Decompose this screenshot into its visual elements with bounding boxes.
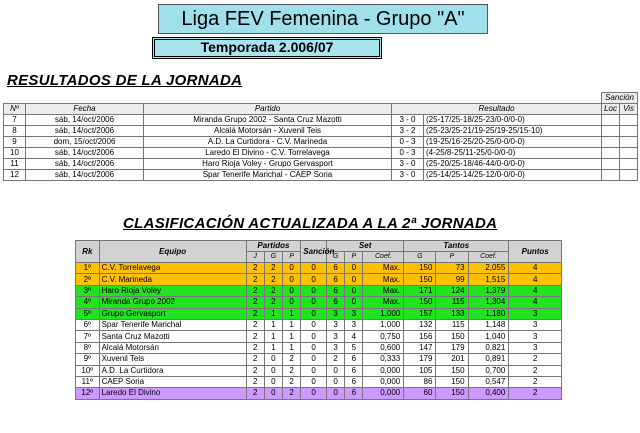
cell-j: 2 [246,297,264,308]
cell-pts: 4 [509,297,562,308]
table-row [76,365,562,376]
cell-sg: 0 [327,376,345,387]
cell-sg: 3 [327,319,345,330]
cell-rk: 7º [76,331,100,342]
cell-g: 0 [264,354,282,365]
cell-sp: 0 [345,297,363,308]
cell-tcoef: 1,515 [468,274,509,285]
cell-rk: 11º [76,376,100,387]
cell-team: Alcalá Motorsán [99,342,246,353]
cell-no: 10 [4,148,26,159]
cell-team: Santa Cruz Mazotti [99,331,246,342]
cell-p: 0 [283,297,301,308]
cell-sp: 6 [345,376,363,387]
cell-partido: A.D. La Curtidora - C.V. Marineda [144,137,392,148]
cell-p: 2 [283,388,301,399]
table-row [76,354,562,365]
league-title: Liga FEV Femenina - Grupo "A" [158,4,488,34]
table-row [76,331,562,342]
cell-g: 2 [264,274,282,285]
cell-j: 2 [246,342,264,353]
cell-j: 2 [246,354,264,365]
cell-sets: (25-23/25-21/19-25/19-25/15-10) [424,126,602,137]
cell-sp: 0 [345,274,363,285]
cell-sets: (25-20/25-18/46-44/0-0/0-0) [424,159,602,170]
cell-pts: 3 [509,319,562,330]
cell-tp: 133 [436,308,468,319]
col-tantos: Tantos [404,241,509,252]
cell-score: 0 - 3 [392,148,424,159]
cell-rk: 2º [76,274,100,285]
cell-coef: 0,000 [363,388,404,399]
cell-sg: 6 [327,263,345,274]
cell-san: 0 [301,274,327,285]
cell-j: 2 [246,308,264,319]
cell-rk: 6º [76,319,100,330]
cell-tcoef: 0,400 [468,388,509,399]
cell-tg: 150 [404,274,436,285]
cell-tg: 132 [404,319,436,330]
cell-j: 2 [246,388,264,399]
cell-tg: 171 [404,285,436,296]
cell-p: 1 [283,342,301,353]
cell-coef: 0,000 [363,365,404,376]
col-g: G [264,252,282,263]
cell-sancion [602,159,620,170]
cell-sg: 3 [327,308,345,319]
cell-tcoef: 1,304 [468,297,509,308]
cell-pts: 2 [509,365,562,376]
cell-fecha: sáb, 14/oct/2006 [26,159,144,170]
cell-team: Haro Rioja Voley [99,285,246,296]
table-row [4,115,638,126]
cell-tg: 86 [404,376,436,387]
cell-g: 1 [264,308,282,319]
cell-rk: 1º [76,263,100,274]
cell-sg: 0 [327,388,345,399]
cell-rk: 5º [76,308,100,319]
col-tantos-g: G [404,252,436,263]
cell-sp: 3 [345,319,363,330]
cell-rk: 10º [76,365,100,376]
cell-team: CAEP Soria [99,376,246,387]
cell-rk: 3º [76,285,100,296]
cell-sp: 0 [345,285,363,296]
cell-g: 2 [264,263,282,274]
cell-no: 11 [4,159,26,170]
cell-j: 2 [246,285,264,296]
cell-p: 2 [283,354,301,365]
cell-tp: 150 [436,388,468,399]
cell-g: 2 [264,285,282,296]
cell-fecha: dom, 15/oct/2006 [26,137,144,148]
cell-sg: 6 [327,285,345,296]
cell-sets: (19-25/16-25/20-25/0-0/0-0) [424,137,602,148]
cell-sancion [602,126,620,137]
cell-sp: 3 [345,308,363,319]
cell-team: C.V. Marineda [99,274,246,285]
cell-tp: 150 [436,331,468,342]
cell-j: 2 [246,376,264,387]
cell-partido: Spar Tenerife Marichal - CAEP Soria [144,170,392,181]
cell-g: 0 [264,376,282,387]
results-section-title: RESULTADOS DE LA JORNADA [7,72,243,89]
cell-tp: 124 [436,285,468,296]
cell-p: 1 [283,331,301,342]
cell-team: Xuvenil Teis [99,354,246,365]
cell-p: 0 [283,263,301,274]
cell-tp: 73 [436,263,468,274]
cell-no: 7 [4,115,26,126]
col-p: P [283,252,301,263]
cell-coef: Max. [363,285,404,296]
table-row [4,148,638,159]
cell-san: 0 [301,319,327,330]
cell-tp: 115 [436,319,468,330]
col-equipo: Equipo [99,241,246,263]
cell-sancion [602,137,620,148]
cell-g: 1 [264,342,282,353]
col-rk: Rk [76,241,100,263]
cell-sp: 5 [345,342,363,353]
table-row [76,388,562,399]
cell-tcoef: 0,547 [468,376,509,387]
col-partido: Partido [144,104,392,115]
col-set-p: P [345,252,363,263]
cell-sg: 6 [327,297,345,308]
cell-pts: 4 [509,274,562,285]
col-puntos: Puntos [509,241,562,263]
cell-coef: 1,000 [363,308,404,319]
cell-j: 2 [246,365,264,376]
cell-team: A.D. La Curtidora [99,365,246,376]
cell-san: 0 [301,354,327,365]
cell-sp: 6 [345,388,363,399]
cell-score: 0 - 3 [392,137,424,148]
cell-p: 0 [283,285,301,296]
col-partidos: Partidos [246,241,301,252]
cell-sancion [602,115,620,126]
cell-san: 0 [301,342,327,353]
cell-pts: 3 [509,331,562,342]
cell-san: 0 [301,308,327,319]
col-set-coef: Coef. [363,252,404,263]
cell-pts: 4 [509,285,562,296]
cell-san: 0 [301,388,327,399]
cell-sancion [620,159,638,170]
cell-fecha: sáb, 14/oct/2006 [26,115,144,126]
cell-sets: (4-25/8-25/11-25/0-0/0-0) [424,148,602,159]
cell-team: Grupo Gervasport [99,308,246,319]
cell-g: 0 [264,365,282,376]
table-row [76,342,562,353]
col-sancion: Sanción [602,93,638,104]
table-row [76,319,562,330]
cell-partido: Miranda Grupo 2002 - Santa Cruz Mazotti [144,115,392,126]
cell-pts: 4 [509,263,562,274]
cell-tcoef: 0,700 [468,365,509,376]
cell-g: 2 [264,297,282,308]
cell-coef: 0,750 [363,331,404,342]
cell-sg: 3 [327,342,345,353]
cell-no: 8 [4,126,26,137]
cell-sp: 6 [345,354,363,365]
cell-san: 0 [301,376,327,387]
cell-sg: 0 [327,365,345,376]
table-row [76,308,562,319]
cell-coef: 1,000 [363,319,404,330]
cell-score: 3 - 0 [392,115,424,126]
cell-sp: 6 [345,365,363,376]
cell-sancion [620,170,638,181]
cell-g: 0 [264,388,282,399]
cell-pts: 3 [509,342,562,353]
cell-tcoef: 1,040 [468,331,509,342]
cell-sancion [602,148,620,159]
table-row [76,285,562,296]
table-row [76,376,562,387]
cell-no: 12 [4,170,26,181]
cell-coef: 0,000 [363,376,404,387]
col-tantos-coef: Coef. [468,252,509,263]
cell-coef: Max. [363,274,404,285]
table-row [76,274,562,285]
cell-pts: 2 [509,388,562,399]
col-tantos-p: P [436,252,468,263]
cell-fecha: sáb, 14/oct/2006 [26,126,144,137]
cell-tcoef: 1,148 [468,319,509,330]
cell-j: 2 [246,319,264,330]
standings-table [75,240,562,400]
cell-tp: 115 [436,297,468,308]
cell-p: 0 [283,274,301,285]
cell-pts: 2 [509,376,562,387]
cell-j: 2 [246,263,264,274]
cell-pts: 3 [509,308,562,319]
col-set: Set [327,241,404,252]
col-sancion [301,241,335,263]
cell-team: Spar Tenerife Marichal [99,319,246,330]
cell-p: 1 [283,308,301,319]
cell-tp: 150 [436,365,468,376]
cell-sg: 2 [327,354,345,365]
col-sancion-label: Sanción [303,246,335,256]
table-row [4,137,638,148]
col-set-g: G [327,252,345,263]
cell-sancion [620,137,638,148]
cell-coef: Max. [363,297,404,308]
cell-tp: 201 [436,354,468,365]
cell-tg: 105 [404,365,436,376]
cell-fecha: sáb, 14/oct/2006 [26,148,144,159]
cell-sets: (25-17/25-18/25-23/0-0/0-0) [424,115,602,126]
cell-sancion [620,115,638,126]
cell-coef: Max. [363,263,404,274]
results-table [3,92,638,181]
cell-sancion [620,126,638,137]
cell-tg: 150 [404,297,436,308]
cell-coef: 0,600 [363,342,404,353]
cell-sancion [602,170,620,181]
cell-pts: 2 [509,354,562,365]
cell-no: 9 [4,137,26,148]
cell-tp: 150 [436,376,468,387]
cell-tg: 157 [404,308,436,319]
cell-tg: 147 [404,342,436,353]
cell-san: 0 [301,297,327,308]
cell-san: 0 [301,285,327,296]
cell-san: 0 [301,331,327,342]
col-resultado: Resultado [392,104,602,115]
cell-team: Laredo El Divino [99,388,246,399]
cell-tp: 99 [436,274,468,285]
cell-sp: 0 [345,263,363,274]
cell-sg: 3 [327,331,345,342]
table-row [4,170,638,181]
table-row [4,126,638,137]
col-loc: Loc [602,104,620,115]
cell-tcoef: 0,891 [468,354,509,365]
standings-section-title: CLASIFICACIÓN ACTUALIZADA A LA 2ª JORNADA [123,215,498,232]
cell-rk: 4º [76,297,100,308]
cell-score: 3 - 2 [392,126,424,137]
cell-coef: 0,333 [363,354,404,365]
cell-tcoef: 1,379 [468,285,509,296]
cell-tg: 156 [404,331,436,342]
cell-g: 1 [264,331,282,342]
cell-rk: 8º [76,342,100,353]
cell-sets: (25-14/25-14/25-12/0-0/0-0) [424,170,602,181]
table-row [76,263,562,274]
col-j: J [246,252,264,263]
cell-tcoef: 2,055 [468,263,509,274]
cell-tg: 150 [404,263,436,274]
cell-team: C.V. Torrelavega [99,263,246,274]
cell-tg: 179 [404,354,436,365]
cell-sg: 6 [327,274,345,285]
table-row [4,159,638,170]
cell-score: 3 - 0 [392,170,424,181]
cell-san: 0 [301,365,327,376]
cell-g: 1 [264,319,282,330]
table-row [76,297,562,308]
cell-j: 2 [246,274,264,285]
cell-tg: 60 [404,388,436,399]
cell-tp: 179 [436,342,468,353]
cell-tcoef: 0,821 [468,342,509,353]
cell-partido: Laredo El Divino - C.V. Torrelavega [144,148,392,159]
cell-fecha: sáb, 14/oct/2006 [26,170,144,181]
cell-partido: Alcalá Motorsán - Xuvenil Teis [144,126,392,137]
cell-rk: 12º [76,388,100,399]
season-label: Temporada 2.006/07 [152,37,382,59]
cell-tcoef: 1,180 [468,308,509,319]
col-fecha: Fecha [26,104,144,115]
cell-rk: 9º [76,354,100,365]
cell-team: Miranda Grupo 2002 [99,297,246,308]
col-vis: Vis [620,104,638,115]
cell-partido: Haro Rioja Voley - Grupo Gervasport [144,159,392,170]
cell-sp: 4 [345,331,363,342]
col-no: Nº [4,104,26,115]
cell-san: 0 [301,263,327,274]
cell-p: 2 [283,365,301,376]
cell-j: 2 [246,331,264,342]
cell-score: 3 - 0 [392,159,424,170]
cell-p: 1 [283,319,301,330]
cell-p: 2 [283,376,301,387]
cell-sancion [620,148,638,159]
